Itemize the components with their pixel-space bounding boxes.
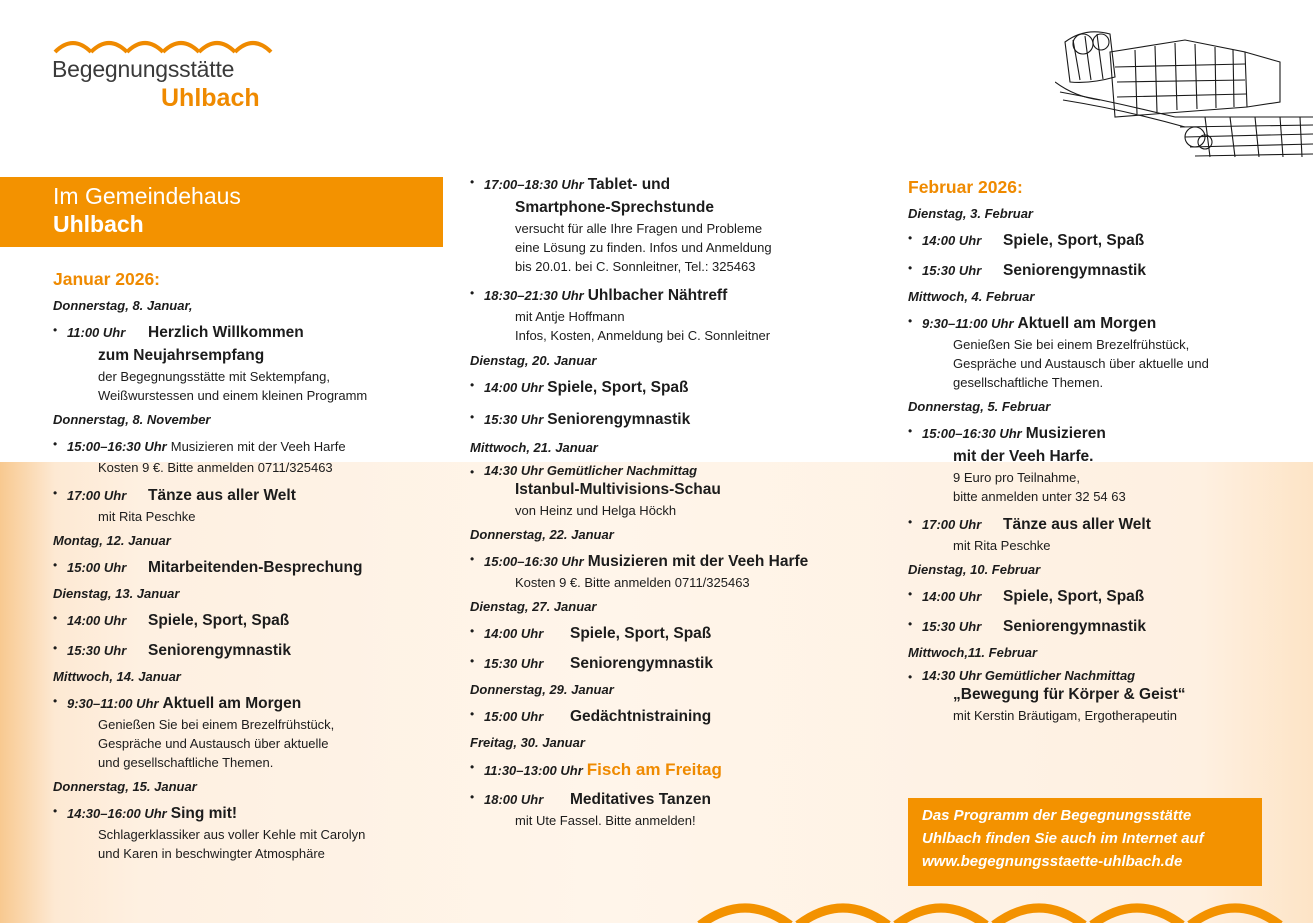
- event-desc: von Heinz und Helga Höckh: [515, 503, 677, 518]
- event-item: [470, 550, 890, 592]
- event-title: Istanbul-Multivisions-Schau: [515, 481, 721, 498]
- event-desc: bis 20.01. bei C. Sonnleitner, Tel.: 325463: [515, 259, 756, 274]
- event-time: • 14:30 Uhr Gemütlicher Nachmittag: [484, 463, 698, 478]
- day-heading: Donnerstag, 15. Januar: [53, 779, 197, 794]
- day-heading: Dienstag, 10. Februar: [908, 562, 1041, 577]
- event-title: Sing mit!: [170, 805, 238, 822]
- day-heading: Montag, 12. Januar: [53, 533, 171, 548]
- event-desc: und Karen in beschwingter Atmosphäre: [98, 846, 325, 861]
- day-heading: Mittwoch, 21. Januar: [470, 440, 598, 455]
- event-desc: Schlagerklassiker aus voller Kehle mit Carolyn: [98, 827, 366, 842]
- banner-line2: Uhlbach: [53, 211, 144, 237]
- event-title: Seniorengymnastik: [1003, 618, 1146, 635]
- event-time: • 14:00 Uhr: [922, 589, 982, 604]
- event-desc: bitte anmelden unter 32 54 63: [953, 489, 1126, 504]
- event-time: • 15:30 Uhr: [922, 263, 982, 278]
- event-item: [908, 585, 1308, 608]
- event-time: • 9:30–11:00 Uhr: [67, 696, 159, 711]
- day-heading: Dienstag, 3. Februar: [908, 206, 1033, 221]
- event-desc: mit Rita Peschke: [98, 509, 196, 524]
- event-title: Musizieren mit der Veeh Harfe: [587, 553, 809, 570]
- column-january-1: [53, 269, 448, 870]
- event-desc: mit Rita Peschke: [953, 538, 1051, 553]
- day-heading: Donnerstag, 5. Februar: [908, 399, 1051, 414]
- day-heading: Donnerstag, 8. November: [53, 412, 211, 427]
- event-desc: Genießen Sie bei einem Brezelfrühstück,: [98, 717, 335, 732]
- event-desc: Kosten 9 €. Bitte anmelden 0711/325463: [98, 460, 333, 475]
- event-item: [470, 705, 890, 728]
- event-item: [53, 321, 448, 405]
- event-item: [908, 229, 1308, 252]
- banner-line1: Im Gemeindehaus: [53, 183, 241, 209]
- day-heading: Dienstag, 27. Januar: [470, 599, 597, 614]
- event-desc: gesellschaftliche Themen.: [953, 375, 1104, 390]
- event-item: [470, 758, 890, 781]
- event-item: [53, 639, 448, 662]
- event-time: • 17:00 Uhr: [67, 488, 127, 503]
- day-heading: Mittwoch, 4. Februar: [908, 289, 1035, 304]
- event-title: Spiele, Sport, Spaß: [1003, 588, 1145, 605]
- event-item: [53, 435, 448, 477]
- event-item: [908, 668, 1308, 725]
- day-heading: Dienstag, 20. Januar: [470, 353, 597, 368]
- logo: [52, 32, 282, 122]
- event-title: Tablet- und: [587, 176, 671, 193]
- event-item: [53, 802, 448, 863]
- event-desc: Infos, Kosten, Anmeldung bei C. Sonnleitner: [515, 328, 771, 343]
- event-item: [53, 484, 448, 526]
- day-heading: Donnerstag, 8. Januar,: [53, 298, 193, 313]
- event-time: • 15:30 Uhr: [484, 656, 544, 671]
- event-item: [470, 652, 890, 675]
- event-item: [908, 259, 1308, 282]
- event-time: • 14:00 Uhr: [484, 626, 544, 641]
- event-desc: mit Kerstin Bräutigam, Ergotherapeutin: [953, 708, 1177, 723]
- event-item: [470, 788, 890, 830]
- day-heading: Dienstag, 13. Januar: [53, 586, 180, 601]
- decorative-arcs-icon: [690, 893, 1313, 923]
- event-title: Meditatives Tanzen: [570, 791, 711, 808]
- day-heading: Donnerstag, 29. Januar: [470, 682, 614, 697]
- day-heading: Mittwoch,11. Februar: [908, 645, 1038, 660]
- note-line1: Das Programm der Begegnungsstätte: [922, 807, 1192, 824]
- event-desc: Weißwurstessen und einem kleinen Programm: [98, 388, 368, 403]
- event-desc: 9 Euro pro Teilnahme,: [953, 470, 1080, 485]
- event-desc: und gesellschaftliche Themen.: [98, 755, 274, 770]
- event-title-cont: Smartphone-Sprechstunde: [515, 199, 714, 216]
- event-time: • 14:00 Uhr: [922, 233, 982, 248]
- event-desc: Gespräche und Austausch über aktuelle: [98, 736, 329, 751]
- event-title: Aktuell am Morgen: [162, 695, 302, 712]
- location-banner: [0, 177, 443, 247]
- event-time: • 15:00–16:30 Uhr: [484, 554, 584, 569]
- logo-place: Uhlbach: [161, 84, 260, 112]
- event-time: • 15:00–16:30 Uhr: [922, 426, 1022, 441]
- event-title: Fisch am Freitag: [586, 760, 722, 779]
- day-heading: Mittwoch, 14. Januar: [53, 669, 181, 684]
- event-title: Spiele, Sport, Spaß: [1003, 232, 1145, 249]
- event-title: Tänze aus aller Welt: [1003, 516, 1151, 533]
- event-desc: Kosten 9 €. Bitte anmelden 0711/325463: [515, 575, 750, 590]
- event-time: • 15:00–16:30 Uhr: [67, 439, 167, 454]
- event-desc: Genießen Sie bei einem Brezelfrühstück,: [953, 337, 1190, 352]
- event-time: • 9:30–11:00 Uhr: [922, 316, 1014, 331]
- event-item: [470, 173, 890, 276]
- event-time: • 14:30–16:00 Uhr: [67, 806, 167, 821]
- logo-name: Begegnungsstätte: [52, 56, 235, 82]
- event-title: Gedächtnistraining: [570, 708, 712, 725]
- event-time: • 15:00 Uhr: [67, 560, 127, 575]
- column-february: [908, 177, 1308, 732]
- event-title: „Bewegung für Körper & Geist“: [953, 686, 1186, 703]
- event-item: [53, 556, 448, 579]
- event-desc: der Begegnungsstätte mit Sektempfang,: [98, 369, 330, 384]
- event-item: [908, 312, 1308, 392]
- event-time: • 18:30–21:30 Uhr: [484, 288, 584, 303]
- logo-arcs-icon: [52, 32, 277, 54]
- event-time: • 14:30 Uhr Gemütlicher Nachmittag: [922, 668, 1136, 683]
- event-time: • 14:00 Uhr: [484, 380, 544, 395]
- event-title: Spiele, Sport, Spaß: [547, 379, 689, 396]
- event-time: • 17:00–18:30 Uhr: [484, 177, 584, 192]
- event-title: Seniorengymnastik: [1003, 262, 1146, 279]
- building-sketch-icon: [1055, 22, 1313, 162]
- event-title: Spiele, Sport, Spaß: [148, 612, 290, 629]
- event-item: [908, 513, 1308, 555]
- event-item: [908, 422, 1308, 506]
- event-title: Spiele, Sport, Spaß: [570, 625, 712, 642]
- event-time: • 14:00 Uhr: [67, 613, 127, 628]
- event-title: Seniorengymnastik: [148, 642, 291, 659]
- event-time: • 15:30 Uhr: [67, 643, 127, 658]
- event-title-cont: zum Neujahrsempfang: [98, 347, 265, 364]
- month-heading: Februar 2026:: [908, 177, 1023, 197]
- day-heading: Donnerstag, 22. Januar: [470, 527, 614, 542]
- column-january-2: [470, 173, 890, 837]
- note-line2: Uhlbach finden Sie auch im Internet auf: [922, 830, 1204, 847]
- website-link[interactable]: www.begegnungsstaette-uhlbach.de: [922, 853, 1183, 870]
- event-title: Musizieren mit der Veeh Harfe: [170, 439, 346, 454]
- event-title: Herzlich Willkommen: [148, 324, 304, 341]
- event-time: • 15:00 Uhr: [484, 709, 544, 724]
- event-time: • 17:00 Uhr: [922, 517, 982, 532]
- event-desc: mit Ute Fassel. Bitte anmelden!: [515, 813, 696, 828]
- website-note: [908, 798, 1262, 886]
- event-time: • 18:00 Uhr: [484, 792, 544, 807]
- event-title: Tänze aus aller Welt: [148, 487, 296, 504]
- event-item: [908, 615, 1308, 638]
- event-title: Uhlbacher Nähtreff: [587, 287, 728, 304]
- event-item: [470, 376, 890, 399]
- event-title: Aktuell am Morgen: [1017, 315, 1157, 332]
- event-time: • 15:30 Uhr: [922, 619, 982, 634]
- event-item: [470, 408, 890, 431]
- event-title-cont: mit der Veeh Harfe.: [953, 448, 1094, 465]
- event-title: Mitarbeitenden-Besprechung: [148, 559, 363, 576]
- event-item: [470, 463, 890, 520]
- event-item: [53, 692, 448, 772]
- event-item: [470, 284, 890, 345]
- event-desc: Gespräche und Austausch über aktuelle und: [953, 356, 1209, 371]
- month-heading: Januar 2026:: [53, 269, 161, 289]
- event-title: Musizieren: [1025, 425, 1106, 442]
- event-title: Seniorengymnastik: [547, 411, 691, 428]
- event-time: • 11:00 Uhr: [67, 325, 126, 340]
- event-time: • 11:30–13:00 Uhr: [484, 763, 583, 778]
- event-title: Seniorengymnastik: [570, 655, 713, 672]
- event-desc: eine Lösung zu finden. Infos und Anmeldung: [515, 240, 772, 255]
- event-desc: versucht für alle Ihre Fragen und Probleme: [515, 221, 763, 236]
- event-item: [470, 622, 890, 645]
- event-time: • 15:30 Uhr: [484, 412, 544, 427]
- event-item: [53, 609, 448, 632]
- day-heading: Freitag, 30. Januar: [470, 735, 585, 750]
- event-desc: mit Antje Hoffmann: [515, 309, 625, 324]
